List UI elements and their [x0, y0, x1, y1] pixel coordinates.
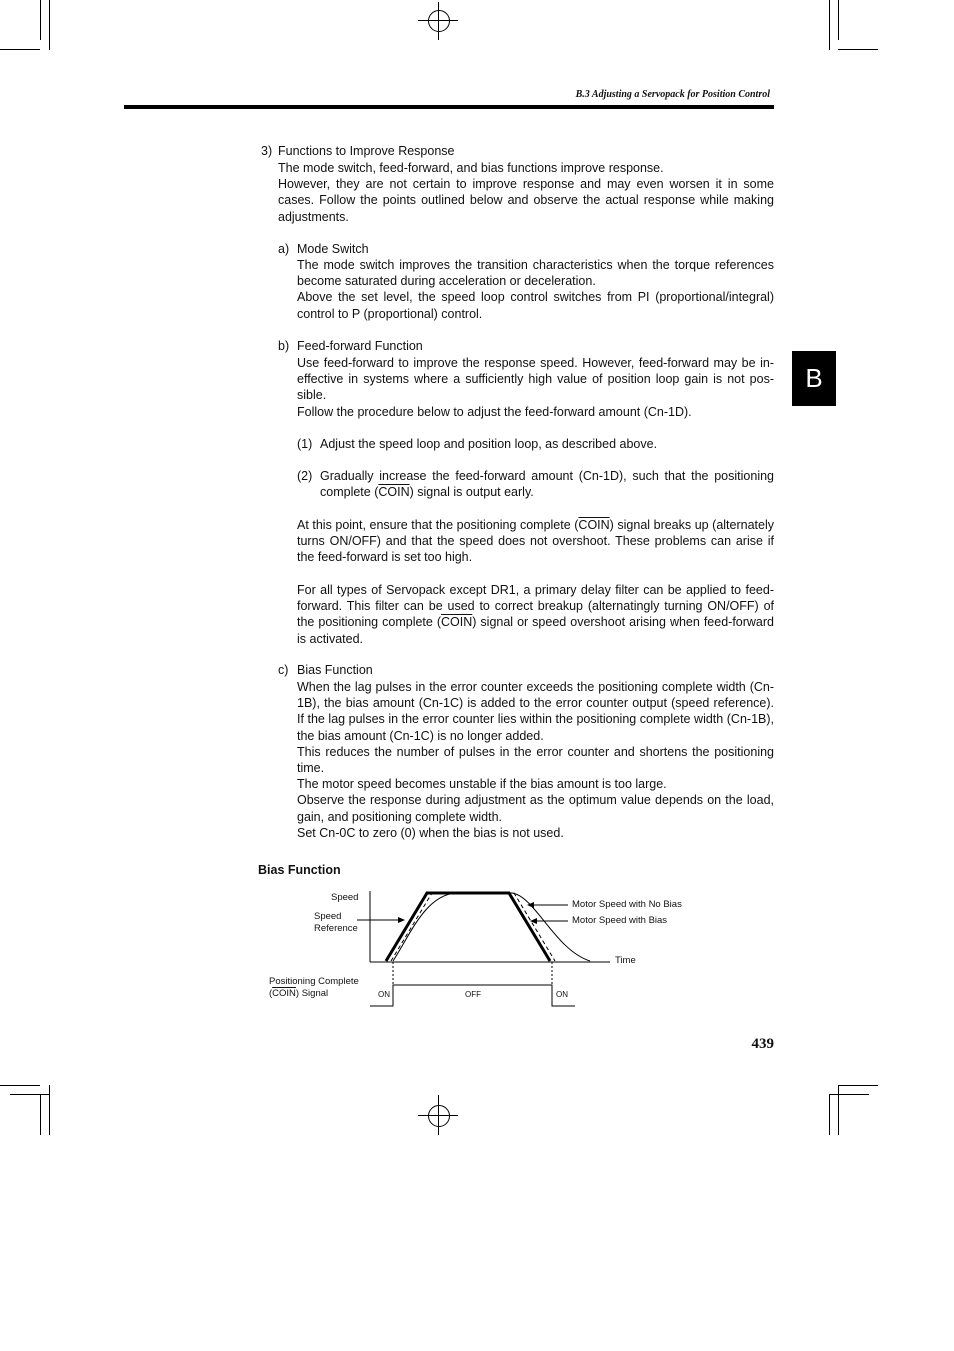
step-text-part: ) signal is output early.: [409, 485, 534, 500]
time-axis-label: Time: [615, 955, 636, 966]
speed-reference-curve: [386, 893, 550, 961]
speed-reference-label-line: Speed: [314, 911, 342, 922]
feed-forward-heading: Feed-forward Function: [297, 339, 423, 353]
note-text: For all types of Servopack except DR1, a primary delay filter can be applied to feedforward. This filter can be used to correct breakup (alternatingly turning ON/OFF) of the positioning complete (: [297, 583, 774, 630]
step-text-part: Gradually increase the feed-forward amount (Cn-1D), such that the positioning complete (: [320, 469, 774, 500]
coin-signal-name: COIN: [441, 615, 473, 630]
on-state-label: ON: [556, 990, 568, 999]
speed-axis-label: Speed: [331, 892, 359, 903]
bias-paragraph: The motor speed becomes unstable if the bias amount is too large.: [297, 777, 667, 792]
running-header: B.3 Adjusting a Servopack for Position Control: [575, 89, 770, 100]
feed-forward-paragraph: Follow the procedure below to adjust the feed-forward amount (Cn-1D).: [297, 404, 692, 419]
off-state-label: OFF: [465, 990, 481, 999]
intro-paragraph: The mode switch, feed-forward, and bias functions improve response.: [278, 161, 664, 175]
section-number: 3): [261, 144, 273, 158]
subsection-marker: b): [278, 339, 290, 353]
coin-signal-name: COIN: [272, 988, 296, 999]
step-number: (2): [297, 469, 313, 483]
section-heading: Functions to Improve Response: [278, 144, 455, 158]
positioning-complete-label: [269, 976, 359, 1000]
mode-switch-paragraph: The mode switch improves the transition characteristics when the torque references become saturated during acceleration or deceleration.: [297, 258, 774, 289]
speed-reference-label: [314, 911, 358, 935]
appendix-tab-letter: B: [805, 363, 823, 393]
paren: (: [269, 988, 273, 999]
coin-signal-name: COIN: [378, 485, 410, 500]
signal-word: ) Signal: [295, 988, 329, 999]
bias-paragraph: When the lag pulses in the error counter exceeds the positioning complete width (Cn-1B), the bias amount (Cn-1C) is added to the error counter output (speed reference). If the lag pulses in the error counter lies within the positioning complete width (Cn-1B), the bias amount (Cn-1C) is no longer added.: [297, 680, 774, 743]
page-number: 439: [751, 1036, 774, 1052]
subsection-marker: c): [278, 663, 289, 677]
note-text: At this point, ensure that the positioning complete (: [297, 518, 579, 532]
bias-paragraph: This reduces the number of pulses in the error counter and shortens the positioning time.: [297, 744, 774, 776]
with-bias-label: Motor Speed with Bias: [572, 915, 668, 926]
positioning-complete-line: Positioning Complete: [269, 976, 359, 987]
feed-forward-paragraph: Use feed-forward to improve the response speed. However, feed-forward may be ineffective in systems where a sufficiently high value of position loop gain is not possible.: [297, 356, 774, 403]
note-text: ) signal or speed overshoot arising when feed-forward is activated.: [297, 615, 774, 646]
subsection-marker: a): [278, 242, 290, 256]
bias-heading: Bias Function: [297, 663, 373, 677]
mode-switch-paragraph: Above the set level, the speed loop control switches from PI (proportional/integral) control to P (proportional) control.: [297, 290, 774, 321]
step-number: (1): [297, 437, 313, 451]
arrowhead: [398, 917, 405, 923]
bias-paragraph: Set Cn-0C to zero (0) when the bias is not used.: [297, 825, 564, 840]
on-state-label: ON: [378, 990, 390, 999]
speed-reference-label-line: Reference: [314, 923, 358, 934]
mode-switch-heading: Mode Switch: [297, 242, 369, 256]
intro-paragraph: However, they are not certain to improve response and may even worsen it in some cases. Follow the points outlined below and observe the actual response while making adjustments.: [278, 177, 774, 224]
positioning-complete-signal-line: [269, 988, 359, 1000]
coin-signal-name: COIN: [578, 518, 610, 532]
bias-paragraph: Observe the response during adjustment as the optimum value depends on the load, gain, and positioning complete width.: [297, 793, 774, 824]
note-text: ) signal breaks up (alternately turns ON/OFF) and that the speed does not overshoot. These problems can arise if the feed-forward is set too high.: [297, 518, 774, 565]
step-text: Adjust the speed loop and position loop, as described above.: [320, 437, 658, 451]
no-bias-label: Motor Speed with No Bias: [572, 899, 682, 910]
figure-title: Bias Function: [258, 863, 341, 877]
arrowhead: [530, 918, 537, 924]
